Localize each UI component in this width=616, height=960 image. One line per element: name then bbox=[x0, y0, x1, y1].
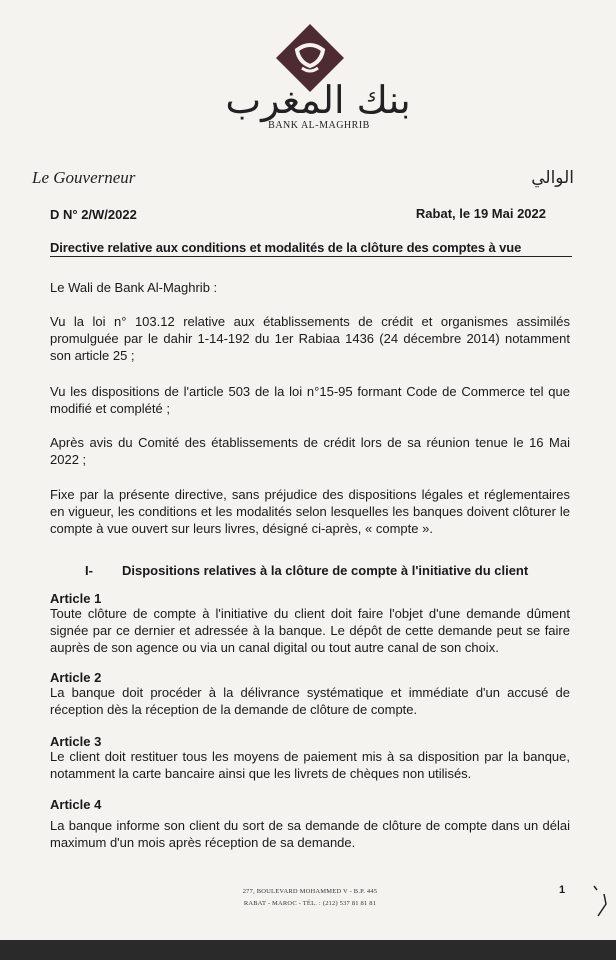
title-underline bbox=[50, 256, 572, 257]
preamble-intro: Le Wali de Bank Al-Maghrib : bbox=[50, 280, 218, 295]
preamble-vu-code-commerce: Vu les dispositions de l'article 503 de la loi n°15-95 formant Code de Commerce tel que modifié et complété ; bbox=[50, 384, 570, 416]
article-1-text: Toute clôture de compte à l'initiative du client doit faire l'objet d'une demande dûment signée par ce dernier et adressée à la banque. Le dépôt de cette demande peut se faire auprès de son agence ou via un canal digital ou tout autre canal de son choix. bbox=[50, 606, 570, 655]
article-2-heading: Article 2 bbox=[50, 670, 102, 685]
handwritten-mark-icon bbox=[590, 880, 612, 920]
section-title: Dispositions relatives à la clôture de compte à l'initiative du client bbox=[122, 563, 529, 578]
place-date: Rabat, le 19 Mai 2022 bbox=[415, 206, 546, 221]
footer-address: 277, BOULEVARD MOHAMMED V - B.P. 445 bbox=[242, 888, 378, 895]
article-1-heading: Article 1 bbox=[50, 591, 102, 606]
page-number: 1 bbox=[559, 884, 566, 896]
directive-reference: D N° 2/W/2022 bbox=[50, 207, 137, 222]
article-2-text: La banque doit procéder à la délivrance systématique et immédiate d'un accusé de réception dès la réception de la demande de clôture de compte. bbox=[50, 685, 570, 717]
article-4-heading: Article 4 bbox=[50, 797, 102, 812]
preamble-vu-loi: Vu la loi n° 103.12 relative aux établissements de crédit et organismes assimilés promulguée par le dahir 1-14-192 du 1er Rabiaa 1436 (24 décembre 2014) notamment son article 25 ; bbox=[50, 314, 570, 363]
section-number: I- bbox=[85, 563, 93, 578]
governor-signature-fr: Le Gouverneur bbox=[32, 168, 136, 187]
preamble-fixe: Fixe par la présente directive, sans préjudice des dispositions légales et réglementaires en vigueur, les conditions et les modalités selon lesquelles les banques doivent clôturer le compte à vue ouvert sur leurs livres, désigné ci-après, « compte ». bbox=[50, 487, 570, 536]
article-3-heading: Article 3 bbox=[50, 734, 102, 749]
article-4-text: La banque informe son client du sort de sa demande de clôture de compte dans un délai maximum d'un mois après réception de sa demande. bbox=[50, 818, 570, 850]
viewer-bottom-bar bbox=[0, 940, 616, 960]
article-3-text: Le client doit restituer tous les moyens de paiement mis à sa disposition par la banque, notamment la carte bancaire ainsi que les livrets de chèques non utilisés. bbox=[50, 749, 570, 781]
governor-arabic: الوالي bbox=[531, 168, 574, 188]
bank-name-latin: BANK AL-MAGHRIB bbox=[268, 120, 370, 131]
directive-title: Directive relative aux conditions et modalités de la clôture des comptes à vue bbox=[50, 240, 522, 255]
bank-name-arabic: بنك المغرب bbox=[225, 78, 411, 122]
footer-phone: RABAT - MAROC - TÉL. : (212) 537 81 81 81 bbox=[243, 900, 377, 907]
preamble-avis: Après avis du Comité des établissements de crédit lors de sa réunion tenue le 16 Mai 2022 ; bbox=[50, 435, 570, 467]
